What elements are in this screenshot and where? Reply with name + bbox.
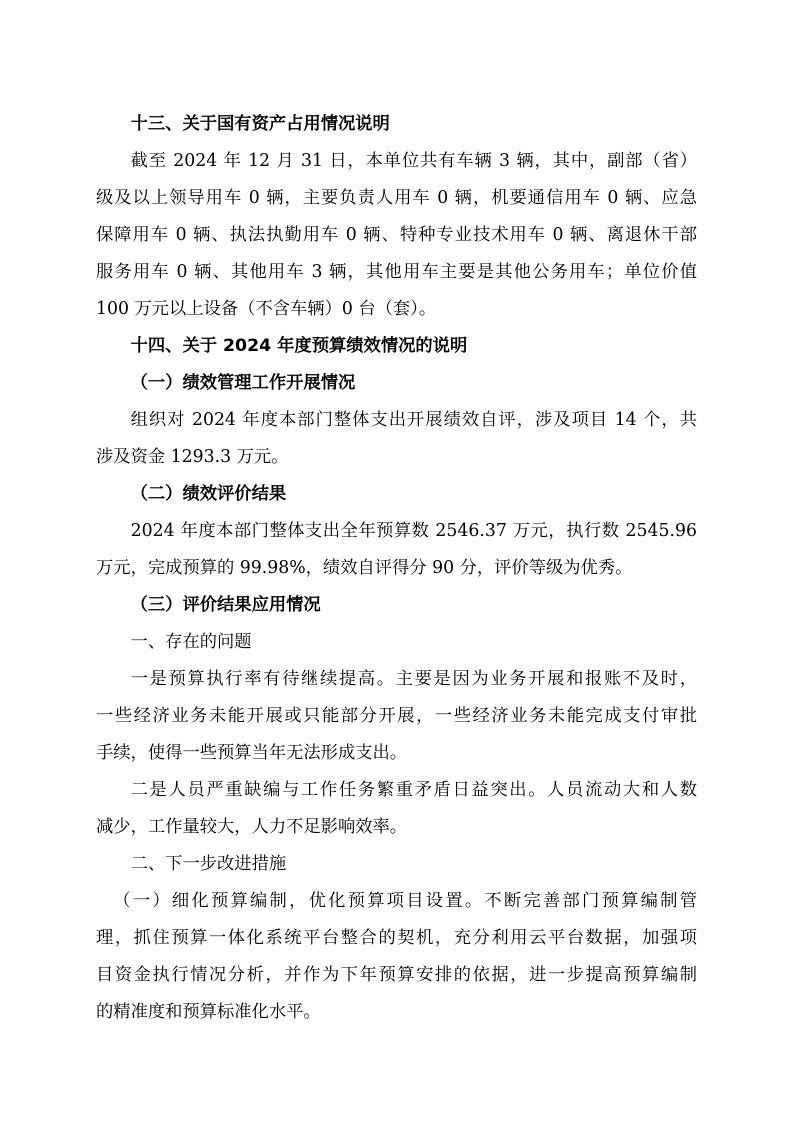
paragraph-line: 二是人员严重缺编与工作任务繁重矛盾日益突出。人员流动大和人数 (130, 780, 697, 800)
paragraph-line: 截至 2024 年 12 月 31 日，本单位共有车辆 3 辆，其中，副部（省） (130, 151, 697, 171)
part-2-heading: 二、下一步改进措施 (130, 854, 287, 874)
subsection-3-heading: （三）评价结果应用情况 (130, 595, 321, 615)
paragraph-line: 一是预算执行率有待继续提高。主要是因为业务开展和报账不及时， (130, 669, 697, 689)
subsection-2-heading: （二）绩效评价结果 (130, 484, 287, 504)
section-13-heading: 十三、关于国有资产占用情况说明 (130, 114, 390, 134)
paragraph-line: 保障用车 0 辆、执法执勤用车 0 辆、特种专业技术用车 0 辆、离退休干部 (96, 225, 697, 245)
paragraph-line: 目资金执行情况分析，并作为下年预算安排的依据，进一步提高预算编制 (96, 965, 697, 985)
paragraph-line: （一）细化预算编制，优化预算项目设置。不断完善部门预算编制管 (113, 891, 697, 911)
paragraph-line: 的精准度和预算标准化水平。 (96, 1002, 321, 1022)
paragraph-line: 服务用车 0 辆、其他用车 3 辆，其他用车主要是其他公务用车；单位价值 (96, 262, 697, 282)
paragraph-line: 理，抓住预算一体化系统平台整合的契机，充分利用云平台数据，加强项 (96, 928, 697, 948)
subsection-1-heading: （一）绩效管理工作开展情况 (130, 373, 356, 393)
paragraph-line: 涉及资金 1293.3 万元。 (96, 447, 289, 467)
paragraph-line: 万元，完成预算的 99.98%，绩效自评得分 90 分，评价等级为优秀。 (96, 558, 633, 578)
paragraph-line: 手续，使得一些预算当年无法形成支出。 (96, 743, 408, 763)
section-14-heading: 十四、关于 2024 年度预算绩效情况的说明 (130, 336, 468, 356)
paragraph-line: 级及以上领导用车 0 辆，主要负责人用车 0 辆，机要通信用车 0 辆、应急 (96, 188, 697, 208)
paragraph-line: 减少，工作量较大，人力不足影响效率。 (96, 817, 408, 837)
paragraph-line: 2024 年度本部门整体支出全年预算数 2546.37 万元，执行数 2545.96 (130, 521, 697, 541)
paragraph-line: 100 万元以上设备（不含车辆）0 台（套）。 (96, 299, 437, 319)
paragraph-line: 一些经济业务未能开展或只能部分开展，一些经济业务未能完成支付审批 (96, 706, 697, 726)
part-1-heading: 一、存在的问题 (130, 632, 252, 652)
paragraph-line: 组织对 2024 年度本部门整体支出开展绩效自评，涉及项目 14 个，共 (130, 410, 697, 430)
